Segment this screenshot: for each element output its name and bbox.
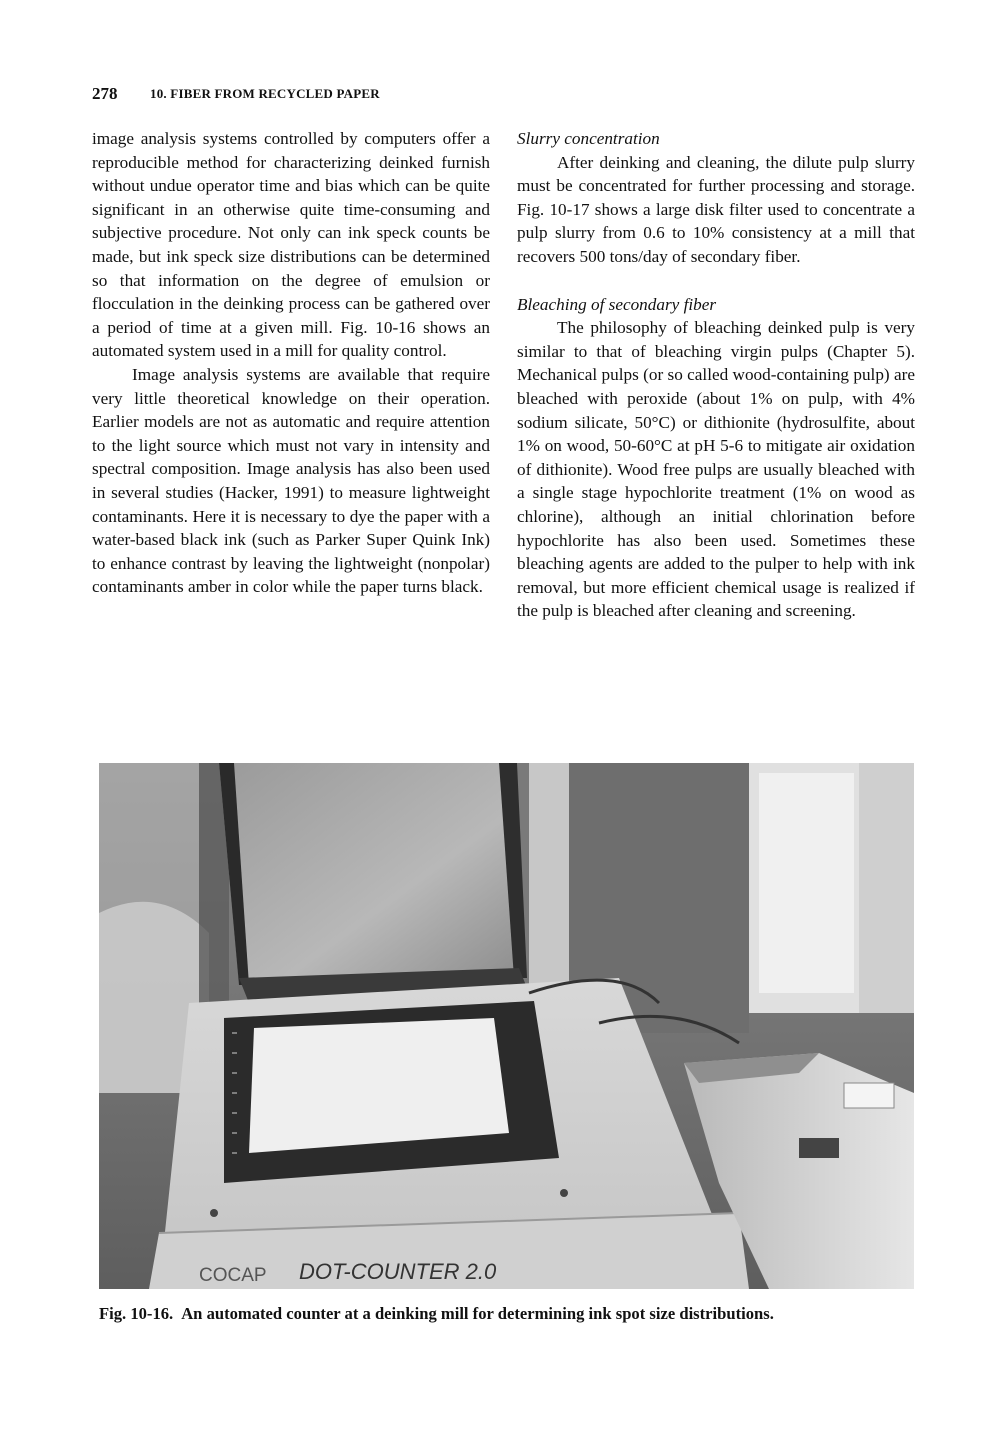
slurry-heading: Slurry concentration — [517, 129, 660, 148]
left-column — [92, 127, 490, 599]
figure-caption — [99, 1304, 929, 1324]
bleaching-heading: Bleaching of secondary fiber — [517, 294, 717, 314]
running-title: 10. FIBER FROM RECYCLED PAPER — [150, 86, 380, 101]
right-column — [517, 127, 915, 623]
scanner-photo — [99, 763, 914, 1289]
device-model-label: DOT-COUNTER 2.0 — [299, 1259, 497, 1284]
page-number: 278 — [92, 84, 118, 103]
caption-text: An automated counter at a deinking mill for determining ink spot size distributions. — [181, 1304, 774, 1323]
page-header — [92, 82, 922, 108]
figure-photo — [99, 763, 914, 1289]
left-paragraph-1: image analysis systems controlled by computers offer a reproducible method for characterizing deinked furnish without undue operator time and bias which can be quite significant in an otherwise quite time-consuming and subjective procedure. Not only can ink speck counts be made, but ink speck size distributions can be determined so that information on the degree of emulsion or flocculation in the deinking process can be gathered over a period of time at a given mill. Fig. 10-16 shows an automated system used in a mill for quality control. — [92, 129, 490, 361]
slurry-paragraph: After deinking and cleaning, the dilute pulp slurry must be concentrated for further processing and storage. Fig. 10-17 shows a large disk filter used to concentrate a pulp slurry from 0.6 to 10% consistency at a mill that recovers 500 tons/day of secondary fiber. — [517, 152, 915, 266]
left-paragraph-2: Image analysis systems are available that require very little theoretical knowledge on their operation. Earlier models are not as automatic and require attention to the light source which must not vary in intensity and spectral composition. Image analysis has also been used in several studies (Hacker, 1991) to measure lightweight contaminants. Here it is necessary to dye the paper with a water-based black ink (such as Parker Super Quink Ink) to enhance contrast by leaving the lightweight (nonpolar) contaminants amber in color while the paper turns black. — [92, 364, 490, 597]
caption-label: Fig. 10-16. — [99, 1304, 174, 1323]
device-brand-label: COCAP — [199, 1265, 267, 1286]
bleaching-paragraph: The philosophy of bleaching deinked pulp is very similar to that of bleaching virgin pulps (Chapter 5). Mechanical pulps (or so called wood-containing pulp) are bleached with peroxide (about 1% on pulp, with 4% sodium silicate, 50°C) or dithionite (hydrosulfite, about 1% on wood, 50-60°C at pH 5-6 to mitigate air oxidation of dithionite). Wood free pulps are usually bleached with a single stage hypochlorite treatment (1% on wood as chlorine), although an initial chlorination before hypochlorite has also been used. Sometimes these bleaching agents are added to the pulper to help with ink removal, but more efficient chemical usage is realized if the pulp is bleached after cleaning and screening. — [517, 318, 915, 621]
section-gap — [517, 269, 915, 293]
